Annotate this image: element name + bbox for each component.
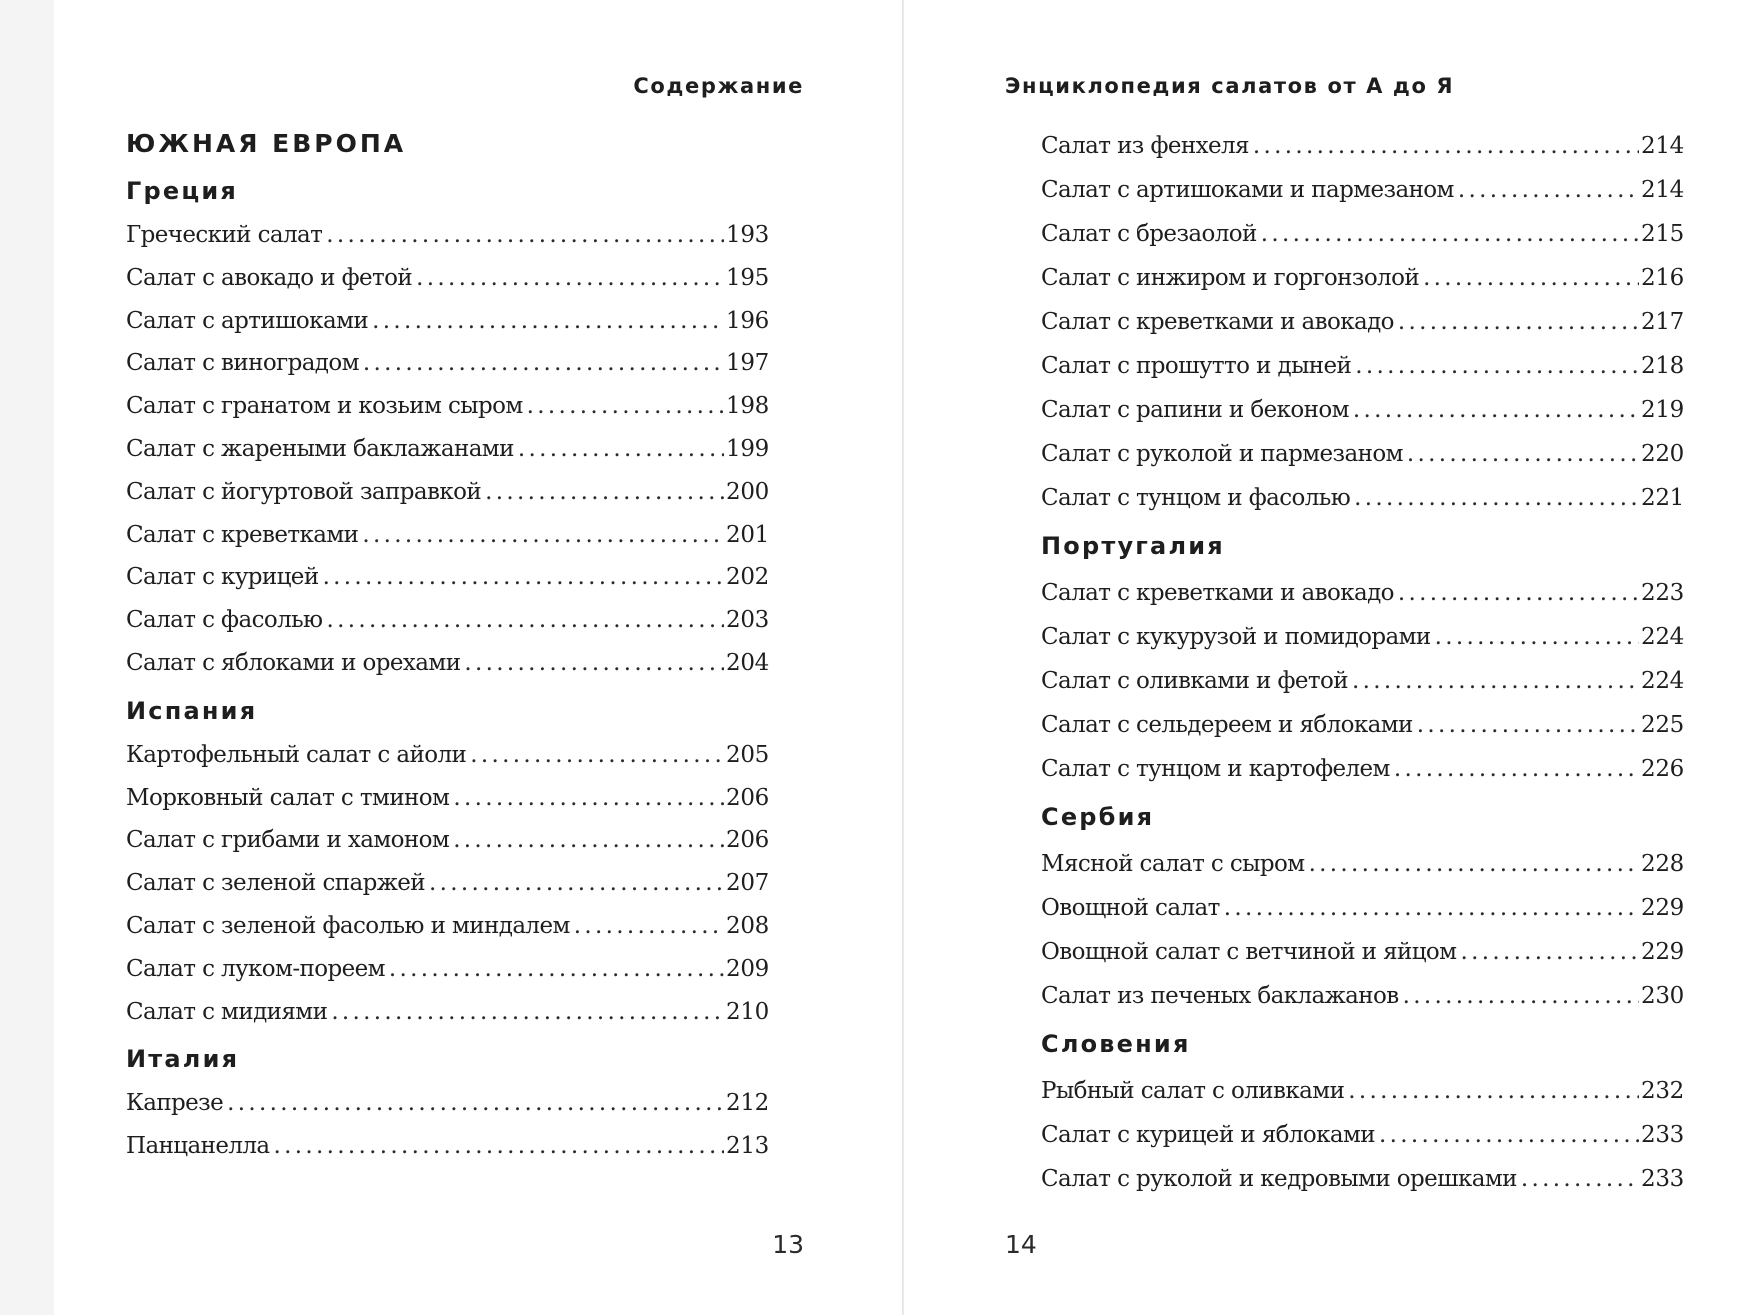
entry-page: 219 bbox=[1641, 397, 1684, 423]
dot-leader bbox=[1253, 124, 1639, 168]
toc-entry[interactable] bbox=[126, 300, 769, 343]
running-head: Содержание bbox=[633, 74, 804, 98]
entry-title: Салат с оливками и фетой bbox=[1041, 668, 1348, 694]
dot-leader bbox=[326, 214, 724, 257]
entry-title: Салат с брезаолой bbox=[1041, 221, 1257, 247]
country-heading-portugal: Португалия bbox=[1041, 532, 1225, 560]
entry-title: Салат с прошутто и дыней bbox=[1041, 353, 1352, 379]
country-heading-greece: Греция bbox=[126, 177, 238, 205]
entry-title: Рыбный салат с оливками bbox=[1041, 1078, 1345, 1104]
entry-page: 206 bbox=[726, 827, 769, 854]
right-page bbox=[903, 0, 1752, 1315]
entry-title: Салат с руколой и пармезаном bbox=[1041, 441, 1403, 467]
dot-leader bbox=[1423, 256, 1639, 300]
entry-page: 198 bbox=[726, 393, 769, 420]
dot-leader bbox=[389, 948, 724, 991]
toc-content bbox=[1041, 124, 1684, 1201]
entry-title: Морковный салат с тмином bbox=[126, 784, 450, 811]
dot-leader bbox=[1353, 388, 1639, 432]
entry-page: 208 bbox=[726, 912, 769, 939]
toc-entry[interactable] bbox=[1041, 212, 1684, 256]
toc-entry[interactable] bbox=[1041, 388, 1684, 432]
entry-page: 224 bbox=[1641, 668, 1684, 694]
dot-leader bbox=[372, 300, 724, 343]
toc-entry[interactable] bbox=[1041, 124, 1684, 168]
entry-page: 195 bbox=[726, 264, 769, 291]
toc-entry[interactable] bbox=[126, 862, 769, 905]
dot-leader bbox=[1224, 886, 1639, 930]
entry-page: 206 bbox=[726, 784, 769, 811]
entry-title: Овощной салат bbox=[1041, 895, 1220, 921]
entry-title: Картофельный салат с айоли bbox=[126, 741, 467, 768]
dot-leader bbox=[362, 514, 724, 557]
toc-entry[interactable] bbox=[126, 599, 769, 642]
entry-page: 203 bbox=[726, 607, 769, 634]
toc-entry[interactable] bbox=[126, 642, 769, 685]
entry-title: Салат с луком-пореем bbox=[126, 955, 385, 982]
entry-page: 225 bbox=[1641, 712, 1684, 738]
entry-title: Салат с грибами и хамоном bbox=[126, 827, 450, 854]
dot-leader bbox=[464, 642, 724, 685]
entry-page: 228 bbox=[1641, 851, 1684, 877]
entry-title: Овощной салат с ветчиной и яйцом bbox=[1041, 939, 1457, 965]
toc-entry[interactable] bbox=[126, 214, 769, 257]
entry-page: 220 bbox=[1641, 441, 1684, 467]
entry-title: Салат с рапини и беконом bbox=[1041, 397, 1349, 423]
entry-title: Салат с креветками bbox=[126, 521, 359, 548]
entry-page: 229 bbox=[1641, 895, 1684, 921]
toc-entry[interactable] bbox=[1041, 930, 1684, 974]
entry-page: 218 bbox=[1641, 353, 1684, 379]
entry-title: Салат с руколой и кедровыми орешками bbox=[1041, 1166, 1517, 1192]
entry-page: 233 bbox=[1641, 1122, 1684, 1148]
dot-leader bbox=[1394, 747, 1639, 791]
toc-entry[interactable] bbox=[1041, 1157, 1684, 1201]
entry-title: Салат с жареными баклажанами bbox=[126, 435, 514, 462]
toc-entry[interactable] bbox=[1041, 571, 1684, 615]
entry-title: Салат с виноградом bbox=[126, 350, 359, 377]
dot-leader bbox=[574, 905, 724, 948]
entry-page: 232 bbox=[1641, 1078, 1684, 1104]
dot-leader bbox=[273, 1125, 724, 1168]
dot-leader bbox=[1348, 1069, 1639, 1113]
toc-entry[interactable] bbox=[126, 819, 769, 862]
dot-leader bbox=[331, 991, 724, 1034]
dot-leader bbox=[1435, 615, 1639, 659]
toc-entry[interactable] bbox=[1041, 168, 1684, 212]
entry-page: 221 bbox=[1641, 485, 1684, 511]
entry-title: Салат с яблоками и орехами bbox=[126, 649, 461, 676]
dot-leader bbox=[470, 734, 724, 777]
entry-title: Салат с кукурузой и помидорами bbox=[1041, 624, 1431, 650]
toc-entry[interactable] bbox=[1041, 1113, 1684, 1157]
country-heading-serbia: Сербия bbox=[1041, 803, 1155, 831]
toc-entry[interactable] bbox=[1041, 747, 1684, 791]
entry-page: 202 bbox=[726, 564, 769, 591]
entry-page: 200 bbox=[726, 478, 769, 505]
entry-page: 230 bbox=[1641, 983, 1684, 1009]
region-title: ЮЖНАЯ ЕВРОПА bbox=[126, 129, 407, 158]
entry-title: Салат с авокадо и фетой bbox=[126, 264, 413, 291]
entry-title: Салат с зеленой фасолью и миндалем bbox=[126, 912, 570, 939]
dot-leader bbox=[527, 385, 724, 428]
dot-leader bbox=[1355, 344, 1639, 388]
toc-entry[interactable] bbox=[126, 1082, 769, 1125]
country-heading-slovenia: Словения bbox=[1041, 1030, 1191, 1058]
entry-title: Салат с инжиром и горгонзолой bbox=[1041, 265, 1420, 291]
toc-entry[interactable] bbox=[1041, 344, 1684, 388]
dot-leader bbox=[1352, 659, 1639, 703]
toc-entry[interactable] bbox=[126, 342, 769, 385]
dot-leader bbox=[1261, 212, 1639, 256]
entry-page: 199 bbox=[726, 435, 769, 462]
entry-title: Мясной салат с сыром bbox=[1041, 851, 1305, 877]
toc-entry[interactable] bbox=[126, 471, 769, 514]
page-number: 14 bbox=[1005, 1230, 1037, 1259]
dot-leader bbox=[1521, 1157, 1639, 1201]
toc-entry[interactable] bbox=[126, 905, 769, 948]
entry-page: 224 bbox=[1641, 624, 1684, 650]
toc-entry[interactable] bbox=[126, 428, 769, 471]
running-head: Энциклопедия салатов от А до Я bbox=[1005, 74, 1455, 98]
entry-page: 215 bbox=[1641, 221, 1684, 247]
dot-leader bbox=[416, 257, 724, 300]
dot-leader bbox=[1407, 432, 1639, 476]
entry-page: 193 bbox=[726, 222, 769, 248]
entry-title: Капрезе bbox=[126, 1090, 224, 1117]
toc-entry[interactable] bbox=[1041, 1069, 1684, 1113]
toc-entry[interactable] bbox=[126, 948, 769, 991]
entry-title: Панцанелла bbox=[126, 1133, 270, 1160]
entry-page: 207 bbox=[726, 870, 769, 897]
entry-page: 216 bbox=[1641, 265, 1684, 291]
entry-title: Греческий салат bbox=[126, 222, 323, 248]
toc-entry[interactable] bbox=[1041, 432, 1684, 476]
entry-title: Салат с гранатом и козьим сыром bbox=[126, 393, 523, 420]
toc-entry[interactable] bbox=[1041, 300, 1684, 344]
entry-title: Салат из печеных баклажанов bbox=[1041, 983, 1399, 1009]
toc-entry[interactable] bbox=[1041, 703, 1684, 747]
entry-page: 210 bbox=[726, 998, 769, 1025]
entry-page: 217 bbox=[1641, 309, 1684, 335]
entry-title: Салат с тунцом и картофелем bbox=[1041, 756, 1390, 782]
entry-title: Салат с артишоками и пармезаном bbox=[1041, 177, 1454, 203]
left-page bbox=[54, 0, 903, 1315]
entry-title: Салат из фенхеля bbox=[1041, 133, 1249, 159]
dot-leader bbox=[485, 471, 724, 514]
entry-page: 201 bbox=[726, 521, 769, 548]
entry-page: 205 bbox=[726, 741, 769, 768]
toc-entry[interactable] bbox=[126, 556, 769, 599]
entry-page: 233 bbox=[1641, 1166, 1684, 1192]
toc-entry[interactable] bbox=[1041, 476, 1684, 520]
entry-page: 214 bbox=[1641, 133, 1684, 159]
entry-page: 197 bbox=[726, 350, 769, 377]
dot-leader bbox=[1417, 703, 1639, 747]
entry-page: 226 bbox=[1641, 756, 1684, 782]
entry-title: Салат с курицей и яблоками bbox=[1041, 1122, 1376, 1148]
toc-entry[interactable] bbox=[126, 734, 769, 777]
page-number: 13 bbox=[772, 1230, 804, 1259]
toc-entry[interactable] bbox=[1041, 256, 1684, 300]
dot-leader bbox=[326, 599, 724, 642]
dot-leader bbox=[1458, 168, 1639, 212]
toc-entry[interactable] bbox=[1041, 615, 1684, 659]
entry-title: Салат с зеленой спаржей bbox=[126, 870, 426, 897]
dot-leader bbox=[518, 428, 724, 471]
entry-page: 204 bbox=[726, 649, 769, 676]
toc-entry[interactable] bbox=[126, 257, 769, 300]
entry-title: Салат с креветками и авокадо bbox=[1041, 309, 1394, 335]
dot-leader bbox=[453, 819, 724, 862]
dot-leader bbox=[1398, 571, 1639, 615]
entry-title: Салат с артишоками bbox=[126, 307, 369, 334]
dot-leader bbox=[1354, 476, 1639, 520]
entry-page: 209 bbox=[726, 955, 769, 982]
dot-leader bbox=[323, 556, 724, 599]
entry-page: 213 bbox=[726, 1133, 769, 1160]
entry-title: Салат с мидиями bbox=[126, 998, 328, 1025]
toc-entry[interactable] bbox=[126, 514, 769, 557]
dot-leader bbox=[227, 1082, 724, 1125]
toc-content bbox=[126, 124, 769, 1168]
dot-leader bbox=[429, 862, 724, 905]
toc-entry[interactable] bbox=[1041, 659, 1684, 703]
entry-title: Салат с йогуртовой заправкой bbox=[126, 478, 482, 505]
entry-title: Салат с тунцом и фасолью bbox=[1041, 485, 1351, 511]
toc-entry[interactable] bbox=[1041, 842, 1684, 886]
toc-entry[interactable] bbox=[1041, 886, 1684, 930]
dot-leader bbox=[1403, 974, 1639, 1018]
toc-entry[interactable] bbox=[126, 777, 769, 820]
toc-entry[interactable] bbox=[126, 385, 769, 428]
entry-title: Салат с сельдереем и яблоками bbox=[1041, 712, 1413, 738]
toc-entry[interactable] bbox=[126, 1125, 769, 1168]
dot-leader bbox=[1309, 842, 1639, 886]
country-heading-spain: Испания bbox=[126, 696, 258, 725]
entry-page: 196 bbox=[726, 307, 769, 334]
entry-title: Салат с курицей bbox=[126, 564, 319, 591]
dot-leader bbox=[1379, 1113, 1639, 1157]
entry-page: 214 bbox=[1641, 177, 1684, 203]
dot-leader bbox=[453, 777, 724, 820]
toc-entry[interactable] bbox=[1041, 974, 1684, 1018]
dot-leader bbox=[1460, 930, 1639, 974]
entry-page: 229 bbox=[1641, 939, 1684, 965]
entry-page: 212 bbox=[726, 1090, 769, 1117]
entry-title: Салат с креветками и авокадо bbox=[1041, 580, 1394, 606]
entry-page: 223 bbox=[1641, 580, 1684, 606]
toc-entry[interactable] bbox=[126, 991, 769, 1034]
entry-title: Салат с фасолью bbox=[126, 607, 323, 634]
dot-leader bbox=[1398, 300, 1639, 344]
country-heading-italy: Италия bbox=[126, 1045, 240, 1074]
dot-leader bbox=[363, 342, 724, 385]
